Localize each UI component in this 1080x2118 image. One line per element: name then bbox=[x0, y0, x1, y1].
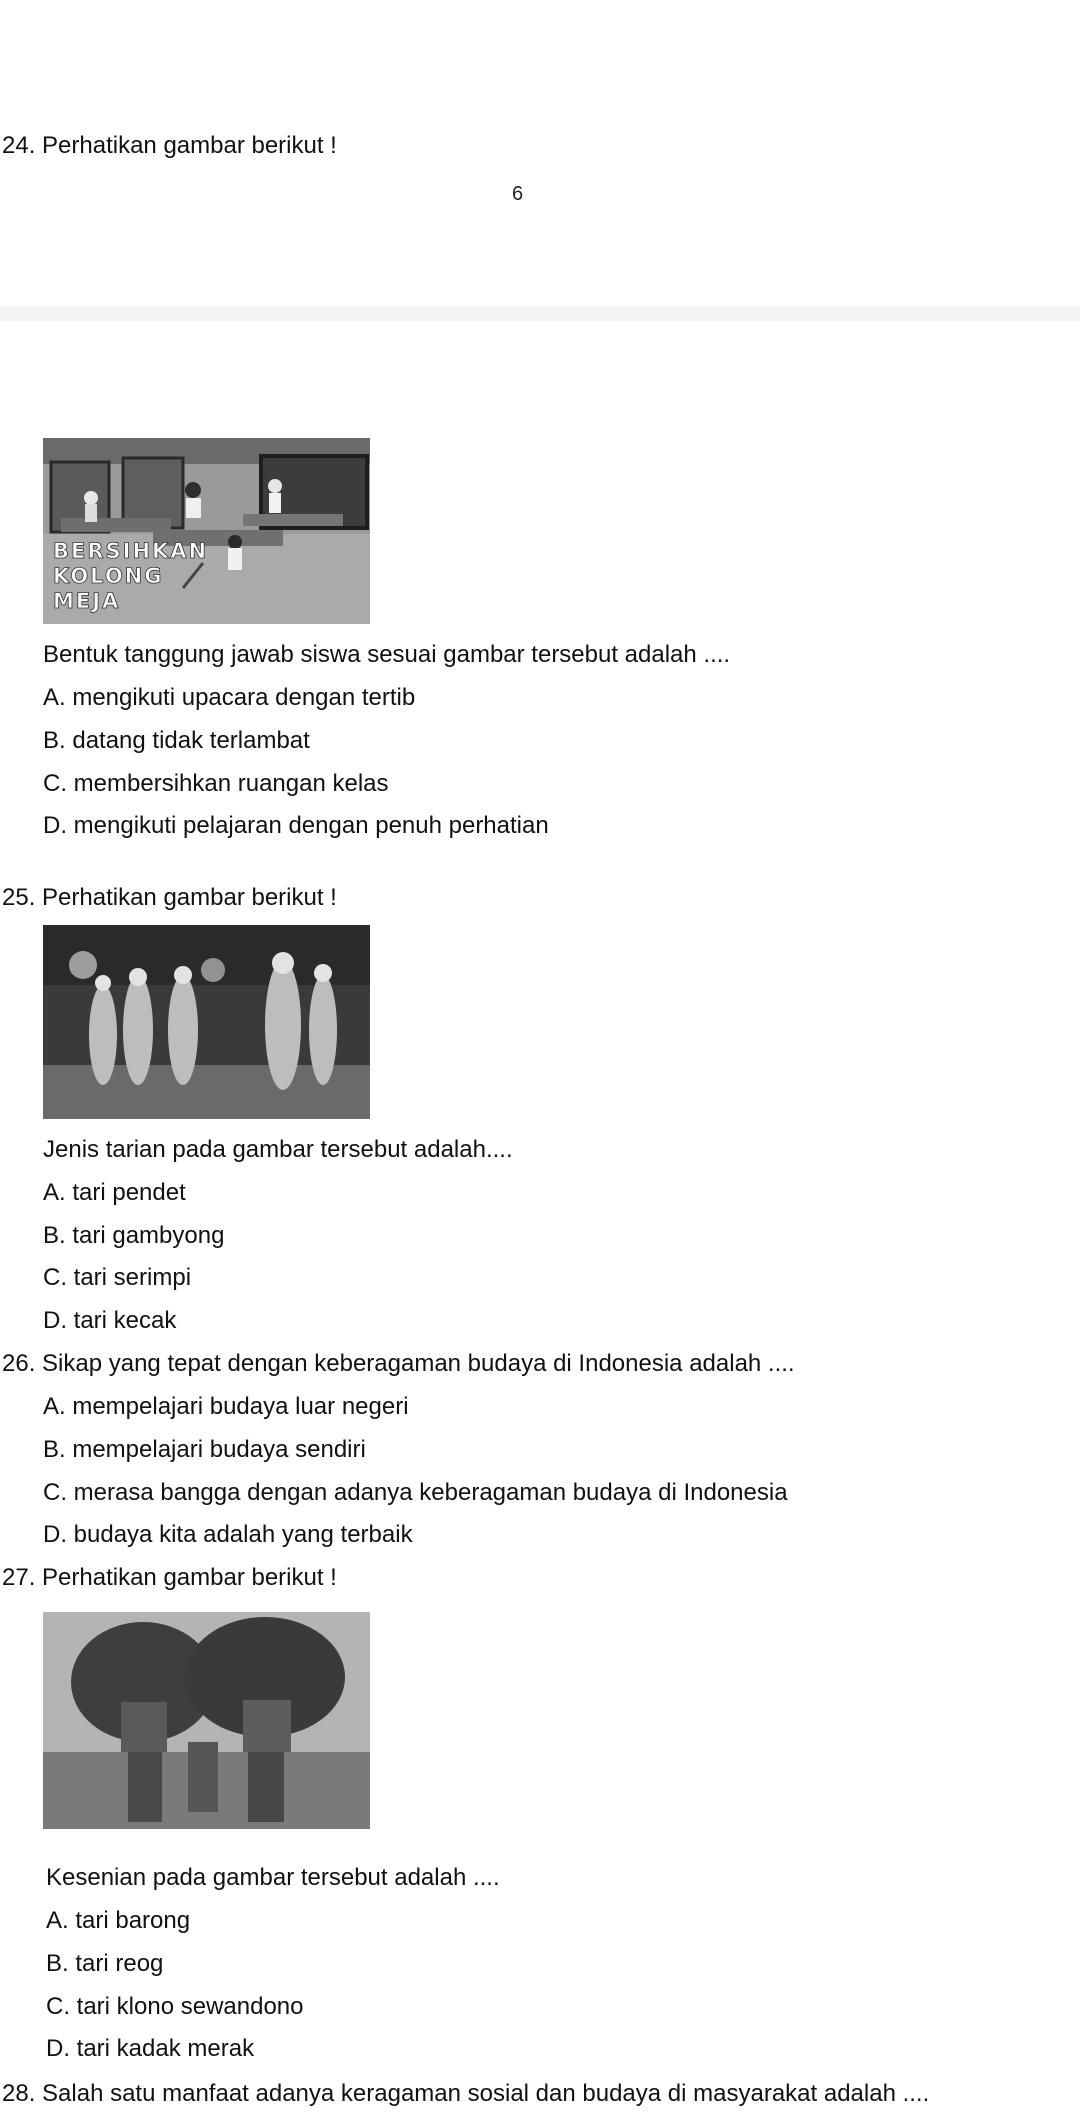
q27-option-d: D. tari kadak merak bbox=[46, 2035, 255, 2062]
q24-caption-line-1: BERSIHKAN bbox=[53, 539, 209, 563]
q26-option-c: C. merasa bangga dengan adanya keberagaman budaya di Indonesia bbox=[43, 1479, 788, 1506]
q27-option-c: C. tari klono sewandono bbox=[46, 1993, 304, 2020]
q27-option-b: B. tari reog bbox=[46, 1950, 164, 1977]
q27-header: 27. Perhatikan gambar berikut ! bbox=[2, 1564, 337, 1591]
q25-option-a: A. tari pendet bbox=[43, 1179, 186, 1206]
q25-question: Jenis tarian pada gambar tersebut adalah.... bbox=[43, 1136, 513, 1163]
q24-option-c: C. membersihkan ruangan kelas bbox=[43, 770, 389, 797]
q27-option-a: A. tari barong bbox=[46, 1907, 191, 1934]
q24-option-d: D. mengikuti pelajaran dengan penuh perhatian bbox=[43, 812, 549, 839]
q24-classroom-picture bbox=[43, 438, 370, 624]
q27-question: Kesenian pada gambar tersebut adalah .... bbox=[46, 1864, 500, 1891]
q26-header: 26. Sikap yang tepat dengan keberagaman budaya di Indonesia adalah .... bbox=[2, 1350, 795, 1377]
q25-option-c: C. tari serimpi bbox=[43, 1264, 192, 1291]
q25-option-b: B. tari gambyong bbox=[43, 1222, 225, 1249]
q28-header: 28. Salah satu manfaat adanya keragaman sosial dan budaya di masyarakat adalah .... bbox=[2, 2080, 930, 2107]
q24-caption-line-3: MEJA bbox=[53, 589, 121, 613]
q26-option-b: B. mempelajari budaya sendiri bbox=[43, 1436, 366, 1463]
page-break-divider bbox=[0, 306, 1080, 321]
q24-option-a: A. mengikuti upacara dengan tertib bbox=[43, 684, 416, 711]
q26-option-d: D. budaya kita adalah yang terbaik bbox=[43, 1521, 413, 1548]
q27-reog-picture bbox=[43, 1612, 370, 1829]
q26-option-a: A. mempelajari budaya luar negeri bbox=[43, 1393, 409, 1420]
q24-header: 24. Perhatikan gambar berikut ! bbox=[2, 132, 337, 159]
q24-question: Bentuk tanggung jawab siswa sesuai gambar tersebut adalah .... bbox=[43, 641, 731, 668]
q24-option-b: B. datang tidak terlambat bbox=[43, 727, 310, 754]
q24-caption-line-2: KOLONG bbox=[53, 564, 164, 588]
q25-header: 25. Perhatikan gambar berikut ! bbox=[2, 884, 337, 911]
q25-option-d: D. tari kecak bbox=[43, 1307, 177, 1334]
page-number: 6 bbox=[512, 183, 524, 205]
q25-dancers-picture bbox=[43, 925, 370, 1119]
